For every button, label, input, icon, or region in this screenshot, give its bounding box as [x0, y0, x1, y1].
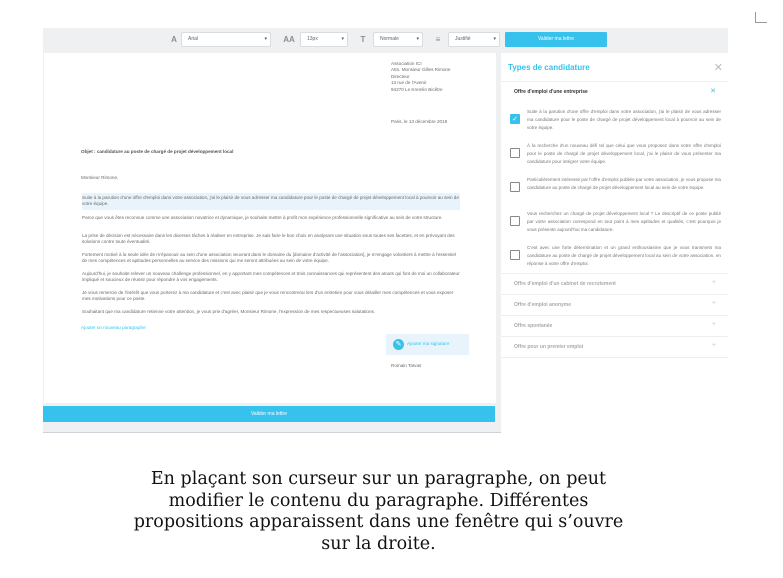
section-label: Offre d'emploi d'une entreprise	[514, 89, 588, 95]
checkbox[interactable]	[510, 216, 520, 226]
section-label: Offre d'emploi d'un cabinet de recrutement	[514, 281, 616, 287]
letter-paragraph-selected[interactable]: Suite à la parution d'une offre d'emploi dans votre association, j'ai le plaisir de vous adresser ma candidature pour le poste de chargé de projet développement local à pourvoir au sein de votre équipe.	[82, 193, 460, 210]
add-signature-label: Ajouter ma signature	[407, 341, 450, 346]
recipient-line: 94270 Le Kremlin Bicêtre	[391, 86, 443, 92]
font-size-value: 13px	[307, 36, 318, 42]
letter-object[interactable]: Objet : candidature au poste de chargé de projet développement local	[81, 149, 234, 154]
corner-mark	[755, 12, 767, 23]
text-style-icon: Τ	[360, 35, 366, 44]
formatting-toolbar	[43, 28, 728, 52]
letter-salutation[interactable]: Monsieur Rimone,	[81, 175, 119, 180]
align-value: Justifié	[455, 36, 471, 42]
section-header-open[interactable]	[501, 81, 728, 102]
letter-paragraph[interactable]: Aujourd'hui, je souhaite relever un nouveau challenge professionnel, en y apportant mes compétences et trois connaissances qui représentent des atouts qui font de moi un collaborateur impliqué et soucieux de réussir pour répondre à vos engagements.	[82, 271, 460, 283]
letter-date[interactable]: Paris, le 13 décembre 2019	[391, 119, 448, 124]
add-paragraph-link[interactable]: Ajouter un nouveau paragraphe	[81, 325, 146, 330]
checkbox[interactable]	[510, 182, 520, 192]
letter-paragraph[interactable]: Parce que vous êtes reconnue comme une association novatrice et dynamique, je souhaite mettre à profit mon expérience professionnelle significative au sein de votre structure.	[82, 215, 443, 220]
recipient-line: Association ICI	[391, 61, 422, 66]
chevron-down-icon: ▾	[416, 36, 419, 42]
section-label: Offre d'emploi anonyme	[514, 302, 572, 308]
plus-icon: +	[711, 321, 716, 328]
letter-document	[44, 53, 496, 403]
plus-icon: +	[711, 342, 716, 349]
option-text: À la recherche d'un nouveau défi tel que celui que vous proposez dans votre offre d'emploi pour le poste de chargé de projet développement local, j'ai le plaisir de vous présenter ma candidature pour intégrer votre équipe.	[527, 143, 721, 164]
option-text: Particulièrement intéressé par l'offre d'emploi publiée par votre association, je vous propose ma candidature au poste de chargé de projet développement local au sein de votre équipe.	[527, 177, 721, 190]
section-header[interactable]	[501, 273, 728, 294]
letter-paragraph[interactable]: Souhaitant que ma candidature retienne votre attention, je vous prie d'agréer, Monsieur Rimone, l'expression de mes respectueuses salutations.	[82, 309, 376, 314]
section-label: Offre pour un premier emploi	[514, 344, 584, 350]
letter-paragraph[interactable]: Fortement motivé à la seule idée de m'épanouir au sein d'une association œuvrant dans le domaine du [domaine d'activité de l'association], je m'engage volontiers à mettre à l'essentiel de mes compétences et aptitudes personnelles au service des missions qui me seront attribuées au sein de votre équipe.	[82, 252, 456, 264]
recipient-line: Attn. Monsieur Gilles Rimone	[391, 67, 451, 73]
candidature-types-panel	[501, 53, 728, 433]
font-size-select[interactable]	[300, 32, 348, 47]
letter-editor-app	[43, 28, 728, 433]
plus-icon: +	[711, 279, 716, 286]
text-style-select[interactable]	[373, 32, 423, 47]
align-icon: ≡	[435, 35, 441, 44]
letter-paragraph[interactable]: Je vous remercie de l'intérêt que vous porterez à ma candidature et c'est avec plaisir que je vous rencontrerai lors d'un entretien pour vous détailler mes compétences et vous exposer mes motivations pour ce poste.	[82, 290, 454, 302]
checkbox[interactable]	[510, 250, 520, 260]
chevron-down-icon: ▾	[493, 36, 496, 42]
plus-icon: +	[711, 300, 716, 307]
section-label: Offre spontanée	[514, 323, 553, 329]
option-text: Suite à la parution d'une offre d'emploi dans votre association, j'ai le plaisir de vous adresser ma candidature pour le poste de chargé de projet développement local à pourvoir au sein de votre équipe.	[527, 109, 721, 130]
chevron-down-icon: ▾	[341, 36, 344, 42]
section-header[interactable]	[501, 315, 728, 336]
recipient-line: Directeur	[391, 73, 410, 79]
align-select[interactable]	[448, 32, 500, 47]
close-icon[interactable]: ✕	[713, 62, 723, 74]
toolbar-validate-button[interactable]: Valider ma lettre	[505, 32, 607, 47]
pen-icon: ✎	[393, 339, 404, 350]
add-signature-button[interactable]	[386, 334, 469, 355]
caption: En plaçant son curseur sur un paragraphe, on peut modifier le contenu du paragraphe. Différentes propositions apparaissent dans une fenêtre qui s’ouvre sur la droite.	[133, 469, 624, 554]
font-family-select[interactable]	[181, 32, 271, 47]
panel-divider	[501, 357, 728, 358]
chevron-down-icon: ▾	[264, 36, 267, 42]
text-style-value: Normale	[380, 36, 399, 42]
option-text: Vous recherchez un chargé de projet développement local ? Le descriptif de ce poste publié par votre association correspond en tout point à mes aptitudes et qualités, c'est pourquoi je vous présente aujourd'hui ma candidature.	[527, 211, 721, 232]
font-family-icon: A	[171, 35, 177, 44]
letter-paragraph[interactable]: La prise de décision est nécessaire dans les diverses tâches à réaliser en entreprise. Je sais faire le bon choix en analysant une situation sous toutes ses facettes, et en prévoyant des solutions contre toute éventualité.	[82, 233, 455, 245]
section-header[interactable]	[501, 294, 728, 315]
font-family-value: Arial	[188, 36, 199, 42]
close-icon[interactable]: ✕	[710, 88, 716, 95]
font-size-icon: AA	[283, 35, 295, 44]
validate-letter-button[interactable]: Valider ma lettre	[43, 406, 495, 422]
panel-title: Types de candidature	[508, 63, 590, 72]
checkbox-checked[interactable]: ✓	[510, 114, 520, 124]
checkbox[interactable]	[510, 148, 520, 158]
option-text: C'est avec une forte détermination et un grand enthousiasme que je vous transmets ma candidature au poste de chargé de projet développement local au sein de votre association, en réponse à votre offre d'emploi.	[527, 245, 721, 266]
section-header[interactable]	[501, 336, 728, 357]
recipient-line: 13 rue de l'Avenir	[391, 80, 427, 86]
signature-name[interactable]: Romain Taïvas	[391, 363, 422, 368]
recipient-address[interactable]	[391, 61, 491, 93]
